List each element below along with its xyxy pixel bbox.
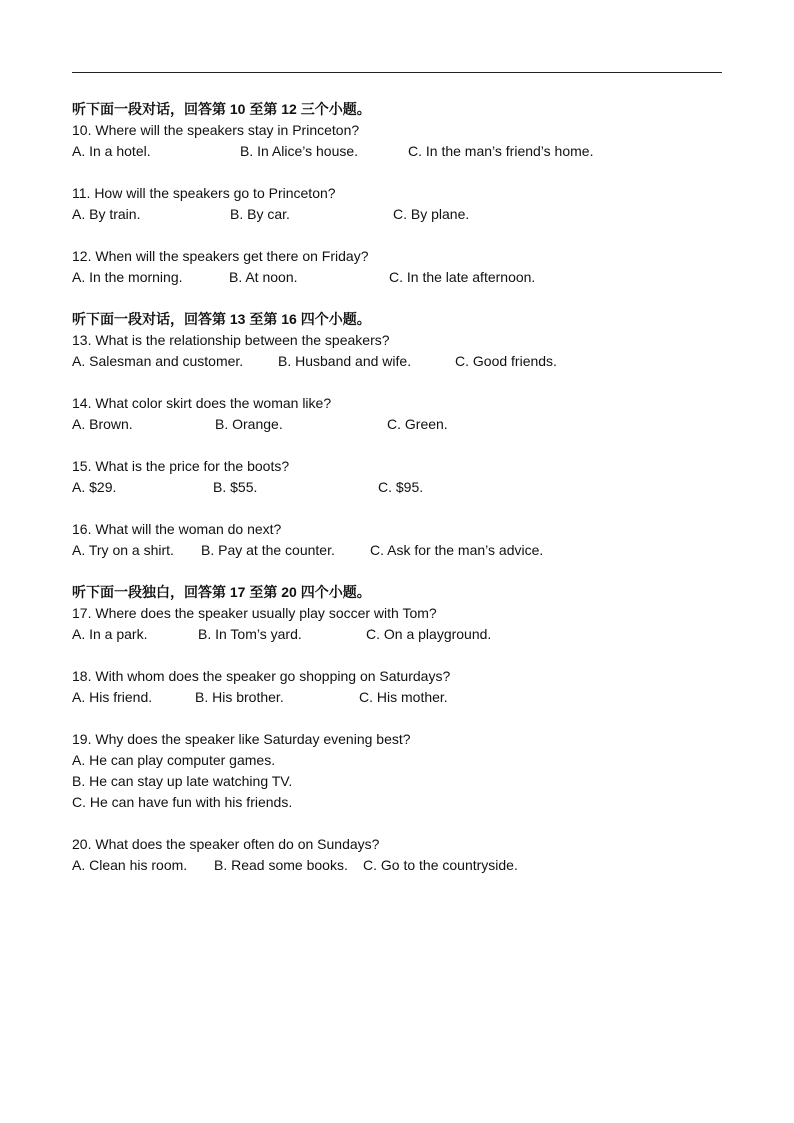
option-b: B. $55. (213, 479, 258, 495)
question-13 (72, 330, 722, 372)
section-heading: 听下面一段对话，回答第 13 至第 16 四个小题。 (72, 311, 371, 327)
question-text: 16. What will the woman do next? (72, 521, 282, 537)
options-row (72, 267, 722, 288)
option-a: A. Clean his room. (72, 857, 188, 873)
options-row (72, 204, 722, 225)
section-heading: 听下面一段独白，回答第 17 至第 20 四个小题。 (72, 584, 371, 600)
option-a: A. Salesman and customer. (72, 353, 244, 369)
question-text: 11. How will the speakers go to Princeton? (72, 185, 336, 201)
option-c: C. His mother. (359, 689, 448, 705)
options-row (72, 141, 722, 162)
section-2 (72, 309, 722, 561)
question-16 (72, 519, 722, 561)
header-rule (72, 72, 722, 73)
question-14 (72, 393, 722, 435)
options-row (72, 855, 722, 876)
options-row (72, 414, 722, 435)
options-row (72, 687, 722, 708)
question-15 (72, 456, 722, 498)
option-c: C. Ask for the man’s advice. (370, 542, 544, 558)
options-row (72, 477, 722, 498)
option-a: A. He can play computer games. (72, 752, 276, 768)
option-b: B. By car. (230, 206, 290, 222)
option-a: A. In a park. (72, 626, 148, 642)
question-18 (72, 666, 722, 708)
question-20 (72, 834, 722, 876)
option-b: B. He can stay up late watching TV. (72, 773, 293, 789)
option-a: A. In a hotel. (72, 143, 151, 159)
question-text: 15. What is the price for the boots? (72, 458, 290, 474)
option-a: A. $29. (72, 479, 117, 495)
section-heading: 听下面一段对话，回答第 10 至第 12 三个小题。 (72, 101, 371, 117)
question-text: 14. What color skirt does the woman like? (72, 395, 332, 411)
question-text: 12. When will the speakers get there on Friday? (72, 248, 369, 264)
option-a: A. His friend. (72, 689, 153, 705)
option-c: C. He can have fun with his friends. (72, 794, 293, 810)
exam-content (72, 99, 722, 897)
options-row (72, 624, 722, 645)
section-3 (72, 582, 722, 876)
option-b: B. His brother. (195, 689, 284, 705)
option-b: B. Pay at the counter. (201, 542, 335, 558)
options-row (72, 540, 722, 561)
option-c: C. On a playground. (366, 626, 492, 642)
question-12 (72, 246, 722, 288)
option-c: C. By plane. (393, 206, 470, 222)
question-text: 13. What is the relationship between the speakers? (72, 332, 390, 348)
option-b: B. Read some books. (214, 857, 348, 873)
option-a: A. In the morning. (72, 269, 183, 285)
option-c: C. Go to the countryside. (363, 857, 518, 873)
question-19 (72, 729, 722, 813)
option-a: A. By train. (72, 206, 141, 222)
question-text: 20. What does the speaker often do on Sundays? (72, 836, 380, 852)
option-b: B. In Alice’s house. (240, 143, 359, 159)
option-b: B. At noon. (229, 269, 298, 285)
question-text: 10. Where will the speakers stay in Princeton? (72, 122, 360, 138)
question-11 (72, 183, 722, 225)
option-a: A. Try on a shirt. (72, 542, 174, 558)
option-c: C. Good friends. (455, 353, 557, 369)
options-row (72, 351, 722, 372)
option-b: B. In Tom’s yard. (198, 626, 302, 642)
section-1 (72, 99, 722, 288)
option-c: C. Green. (387, 416, 448, 432)
option-c: C. In the man’s friend’s home. (408, 143, 594, 159)
option-c: C. In the late afternoon. (389, 269, 536, 285)
question-text: 19. Why does the speaker like Saturday evening best? (72, 731, 411, 747)
question-10 (72, 120, 722, 162)
option-c: C. $95. (378, 479, 424, 495)
question-17 (72, 603, 722, 645)
option-b: B. Orange. (215, 416, 283, 432)
option-a: A. Brown. (72, 416, 133, 432)
question-text: 17. Where does the speaker usually play soccer with Tom? (72, 605, 437, 621)
option-b: B. Husband and wife. (278, 353, 412, 369)
question-text: 18. With whom does the speaker go shopping on Saturdays? (72, 668, 451, 684)
